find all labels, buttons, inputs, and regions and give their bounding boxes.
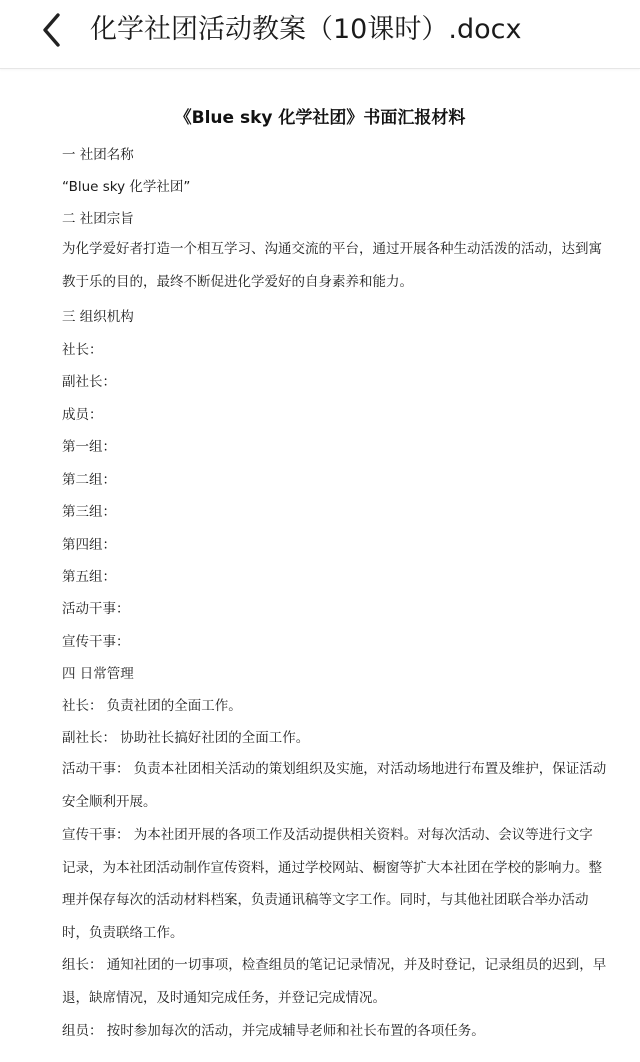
document-viewer[interactable] — [0, 68, 640, 1062]
back-button[interactable] — [30, 8, 74, 52]
document-title: 化学社团活动教案（10课时）.docx — [90, 14, 522, 45]
duty-publicity-officer: 宣传干事： 为本社团开展的各项工作及活动提供相关资料。对每次活动、会议等进行文字 记录，为本社团活动制作宣传资料，通过学校网站、橱窗等扩大本社团在学校的影响力。整理并保存每次的活动材料档案，负责通讯稿等文字工作。同时，与其他社团联合举办活动时，负责联络工作。 — [62, 827, 602, 941]
section-title-organization: 三 组织机构 — [62, 309, 134, 325]
purpose-paragraph: 为化学爱好者打造一个相互学习、沟通交流的平台，通过开展各种生动活泼的活动，达到寓教于乐的目的，最终不断促进化学爱好的自身素养和能力。 — [62, 241, 602, 290]
top-app-bar — [0, 0, 640, 69]
duty-group-member: 组员： 按时参加每次的活动，并完成辅导老师和社长布置的各项任务。 — [62, 1023, 485, 1039]
org-line-group-4: 第四组： — [62, 537, 116, 553]
chevron-left-icon — [38, 10, 66, 50]
org-line-group-1: 第一组： — [62, 439, 116, 455]
duty-activity-officer: 活动干事： 负责本社团相关活动的策划组织及实施，对活动场地进行布置及维护，保证活动安全顺利开展。 — [62, 761, 607, 810]
org-line-group-3: 第三组： — [62, 504, 116, 520]
org-line-members: 成员： — [62, 407, 103, 423]
duty-vice-president: 副社长： 协助社长搞好社团的全面工作。 — [62, 730, 310, 746]
org-line-activity-officer: 活动干事： — [62, 601, 130, 617]
org-line-group-5: 第五组： — [62, 569, 116, 585]
org-line-group-2: 第二组： — [62, 472, 116, 488]
club-name-text: “Blue sky 化学社团” — [62, 179, 191, 195]
section-title-daily-management: 四 日常管理 — [62, 666, 134, 682]
org-line-president: 社长： — [62, 342, 103, 358]
duty-group-leader: 组长： 通知社团的一切事项，检查组员的笔记记录情况，并及时登记，记录组员的迟到，早退，缺席情况，及时通知完成任务，并登记完成情况。 — [62, 957, 607, 1006]
org-line-publicity-officer: 宣传干事： — [62, 634, 130, 650]
section-title-club-name: 一 社团名称 — [62, 147, 134, 163]
document-heading: 《Blue sky 化学社团》书面汇报材料 — [174, 108, 466, 128]
org-line-vice-president: 副社长： — [62, 374, 116, 390]
duty-president: 社长： 负责社团的全面工作。 — [62, 698, 242, 714]
section-title-purpose: 二 社团宗旨 — [62, 211, 134, 227]
